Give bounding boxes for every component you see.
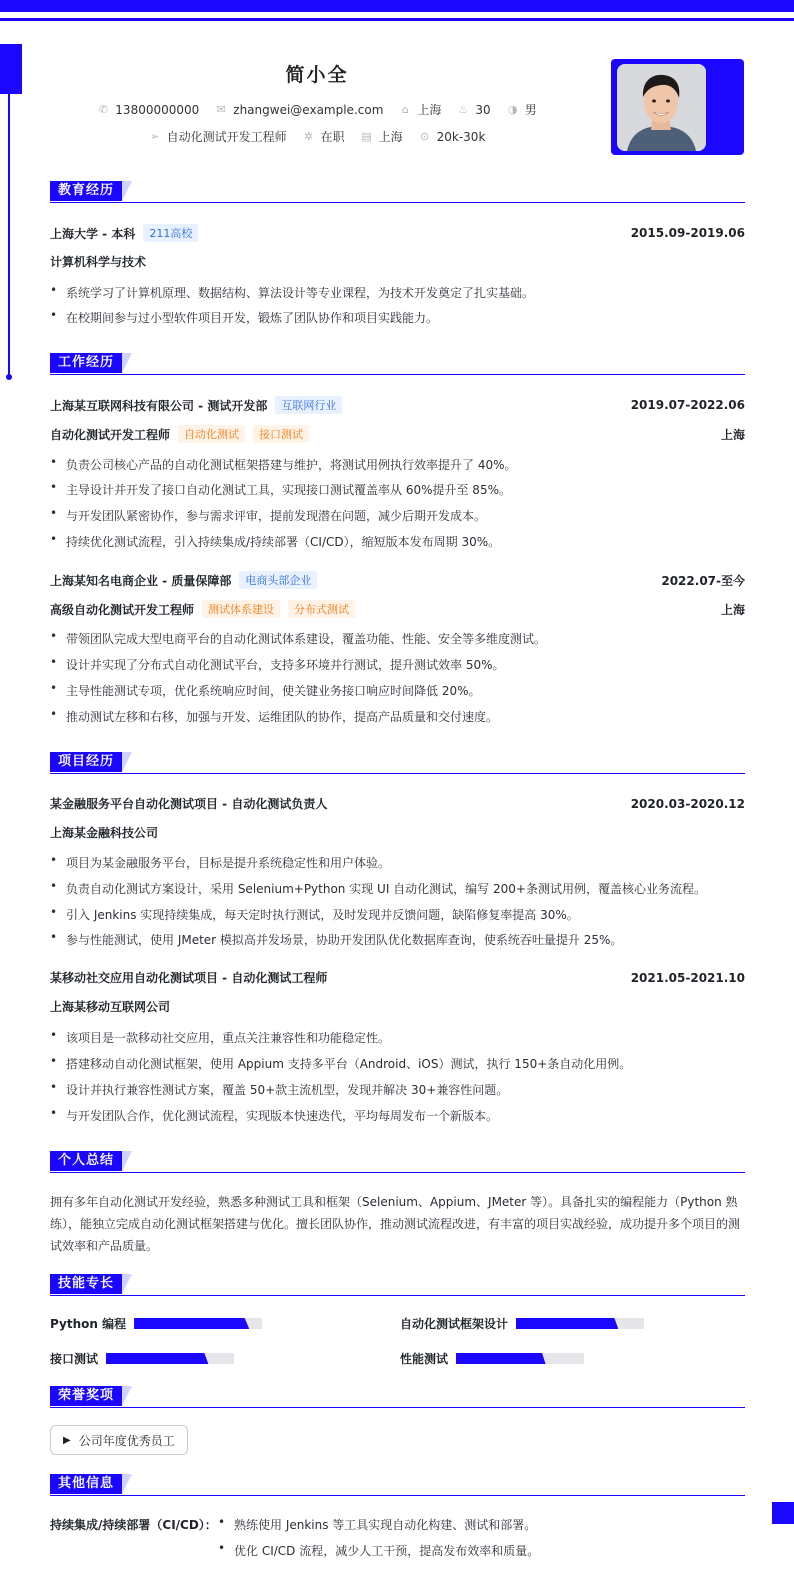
gear-icon: ✲: [303, 130, 314, 143]
list-item: • 推动测试左移和右移，加强与开发、运维团队的协作，提高产品质量和交付速度。: [50, 708, 745, 725]
age-text: 30: [475, 102, 491, 117]
project-2-company-row: [50, 998, 745, 1015]
work-2-role-tag: 分布式测试: [288, 600, 355, 618]
work-2-company: 上海某知名电商企业 - 质量保障部: [50, 573, 232, 588]
education-period: 2015.09-2019.06: [630, 226, 745, 240]
work-2-role-row: [50, 600, 745, 618]
list-item: • 与开发团队合作，优化测试流程，实现版本快速迭代，平均每周发布一个新版本。: [50, 1107, 745, 1124]
award-text: 公司年度优秀员工: [78, 1433, 175, 1448]
list-item: • 负责自动化测试方案设计，采用 Selenium+Python 实现 UI 自动化测试，编写 200+条测试用例，覆盖核心业务流程。: [50, 880, 745, 897]
cake-icon: ♨: [458, 103, 469, 116]
project-1-company-row: [50, 824, 745, 841]
intention-row: [0, 128, 634, 145]
work-1-city: 上海: [720, 427, 745, 442]
section-work: [50, 353, 745, 377]
position-info: [149, 128, 287, 145]
phone-text: 13800000000: [115, 102, 200, 117]
status-info: [303, 128, 345, 145]
work-1-role-tag: 自动化测试: [178, 425, 245, 443]
salary-text: 20k-30k: [436, 129, 486, 144]
work-1-company: 上海某互联网科技有限公司 - 测试开发部: [50, 398, 268, 413]
work-2-period: 2022.07-至今: [661, 573, 745, 588]
location-text: 上海: [417, 103, 442, 117]
list-item: • 持续优化测试流程，引入持续集成/持续部署（CI/CD），缩短版本发布周期 30%。: [50, 533, 745, 550]
skill-fill: [106, 1353, 208, 1364]
section-summary-title: 个人总结: [50, 1151, 122, 1171]
section-projects: [50, 752, 745, 776]
contact-row: [0, 101, 634, 118]
work-1-period: 2019.07-2022.06: [630, 398, 745, 412]
work-2-tag: 电商头部企业: [239, 571, 317, 589]
work-1-tag: 互联网行业: [275, 396, 342, 414]
top-accent-bar: [0, 0, 794, 12]
education-major: 计算机科学与技术: [50, 255, 147, 269]
email-text: zhangwei@example.com: [233, 102, 384, 117]
skill-name: 接口测试: [50, 1352, 99, 1366]
skill-item: [400, 1350, 584, 1367]
project-2-company: 上海某移动互联网公司: [50, 1000, 171, 1014]
section-skills: [50, 1274, 745, 1298]
section-education: [50, 181, 745, 205]
section-education-title: 教育经历: [50, 181, 122, 201]
gender-icon: ◑: [507, 103, 518, 116]
location-info: [399, 101, 441, 118]
work-2-role-tag: 测试体系建设: [202, 600, 280, 618]
section-other: [50, 1474, 745, 1498]
skill-track: [134, 1318, 262, 1329]
skill-name: Python 编程: [50, 1317, 127, 1331]
section-skills-title: 技能专长: [50, 1274, 122, 1294]
triangle-right-icon: ▶: [63, 1434, 71, 1446]
status-text: 在职: [320, 130, 345, 144]
list-item: • 系统学习了计算机原理、数据结构、算法设计等专业课程，为技术开发奠定了扎实基础。: [50, 284, 745, 301]
list-item: • 优化 CI/CD 流程，减少人工干预，提高发布效率和质量。: [218, 1542, 539, 1559]
salary-info: [419, 130, 486, 144]
summary-text: 拥有多年自动化测试开发经验，熟悉多种测试工具和框架（Selenium、Appium、JMeter 等）。具备扎实的编程能力（Python 熟练），能独立完成自动化测试框架搭建与优化。擅长团队协作，推动测试流程改进，有丰富的项目实战经验，成功提升多个项目的测试效率和产品质量。: [50, 1195, 741, 1253]
skill-track: [106, 1353, 234, 1364]
list-item: • 负责公司核心产品的自动化测试框架搭建与维护，将测试用例执行效率提升了 40%。: [50, 456, 745, 473]
position-text: 自动化测试开发工程师: [166, 130, 287, 144]
target-city-info: [361, 128, 403, 145]
project-2-period: 2021.05-2021.10: [630, 970, 745, 985]
work-1-role-row: [50, 425, 745, 443]
building-icon: ▤: [361, 130, 372, 143]
section-summary: [50, 1151, 745, 1175]
phone-icon: ✆: [98, 103, 108, 116]
list-item: • 主导设计并开发了接口自动化测试工具，实现接口测试覆盖率从 60%提升至 85%。: [50, 481, 745, 498]
right-accent-block: [772, 1502, 794, 1524]
section-other-title: 其他信息: [50, 1474, 122, 1494]
education-header: [50, 224, 745, 242]
list-item: • 设计并执行兼容性测试方案，覆盖 50+款主流机型，发现并解决 30+兼容性问题。: [50, 1081, 745, 1098]
list-item: • 引入 Jenkins 实现持续集成，每天定时执行测试，及时发现并反馈问题，缺陷修复率提高 30%。: [50, 906, 745, 923]
phone-info: [97, 103, 199, 117]
project-1-header: [50, 795, 745, 812]
project-1-company: 上海某金融科技公司: [50, 826, 159, 840]
candidate-name: 简小全: [285, 64, 349, 86]
skill-name: 自动化测试框架设计: [400, 1317, 509, 1331]
mail-icon: ✉: [216, 103, 226, 116]
list-item: • 在校期间参与过小型软件项目开发，锻炼了团队协作和项目实践能力。: [50, 309, 745, 326]
gender-text: 男: [524, 103, 537, 117]
list-item: • 该项目是一款移动社交应用，重点关注兼容性和功能稳定性。: [50, 1029, 745, 1046]
list-item: • 带领团队完成大型电商平台的自动化测试体系建设，覆盖功能、性能、安全等多维度测试。: [50, 630, 745, 647]
home-icon: ⌂: [401, 103, 409, 116]
skill-track: [456, 1353, 584, 1364]
work-2-city: 上海: [720, 602, 745, 617]
top-accent-line: [0, 18, 794, 21]
skill-item: [50, 1350, 234, 1367]
skill-name: 性能测试: [400, 1352, 449, 1366]
work-1-role: 自动化测试开发工程师: [50, 427, 171, 442]
section-awards: [50, 1386, 745, 1410]
paper-plane-icon: ➢: [149, 130, 160, 143]
work-2-header: [50, 571, 745, 589]
project-1-period: 2020.03-2020.12: [630, 796, 745, 811]
section-awards-title: 荣誉奖项: [50, 1386, 122, 1406]
skill-item: [400, 1315, 644, 1332]
work-1-header: [50, 396, 745, 414]
education-tag: 211高校: [143, 224, 198, 242]
work-2-role: 高级自动化测试开发工程师: [50, 602, 195, 617]
list-item: • 与开发团队紧密协作，参与需求评审，提前发现潜在问题，减少后期开发成本。: [50, 507, 745, 524]
target-city-text: 上海: [378, 130, 403, 144]
section-projects-title: 项目经历: [50, 752, 122, 772]
email-info: [215, 103, 383, 117]
list-item: • 参与性能测试，使用 JMeter 模拟高并发场景，协助开发团队优化数据库查询，使系统吞吐量提升 25%。: [50, 931, 745, 948]
skill-item: [50, 1315, 262, 1332]
section-work-title: 工作经历: [50, 353, 122, 373]
avatar-photo: [617, 64, 706, 151]
education-school: 上海大学 - 本科: [50, 226, 136, 241]
skill-fill: [516, 1318, 618, 1329]
left-accent-dot: [6, 374, 12, 380]
list-item: • 搭建移动自动化测试框架，使用 Appium 支持多平台（Android、iOS）测试，执行 150+条自动化用例。: [50, 1055, 745, 1072]
list-item: • 设计并实现了分布式自动化测试平台，支持多环境并行测试，提升测试效率 50%。: [50, 656, 745, 673]
work-1-role-tag: 接口测试: [253, 425, 309, 443]
photo-frame: [611, 59, 744, 155]
skill-fill: [456, 1353, 546, 1364]
award-badge: [50, 1425, 188, 1455]
skill-fill: [134, 1318, 249, 1329]
avatar-portrait: [617, 64, 706, 151]
list-item: • 熟练使用 Jenkins 等工具实现自动化构建、测试和部署。: [218, 1516, 536, 1533]
age-info: [457, 103, 490, 117]
list-item: • 项目为某金融服务平台，目标是提升系统稳定性和用户体验。: [50, 854, 745, 871]
project-1-title: 某金融服务平台自动化测试项目 - 自动化测试负责人: [50, 797, 328, 811]
list-item: • 主导性能测试专项，优化系统响应时间，使关键业务接口响应时间降低 20%。: [50, 682, 745, 699]
coin-icon: ⊙: [420, 130, 430, 143]
skill-track: [516, 1318, 644, 1329]
other-label: 持续集成/持续部署（CI/CD）：: [50, 1518, 217, 1532]
education-major-row: [50, 253, 745, 270]
gender-info: [507, 101, 537, 118]
project-2-header: [50, 969, 745, 986]
project-2-title: 某移动社交应用自动化测试项目 - 自动化测试工程师: [50, 971, 328, 985]
